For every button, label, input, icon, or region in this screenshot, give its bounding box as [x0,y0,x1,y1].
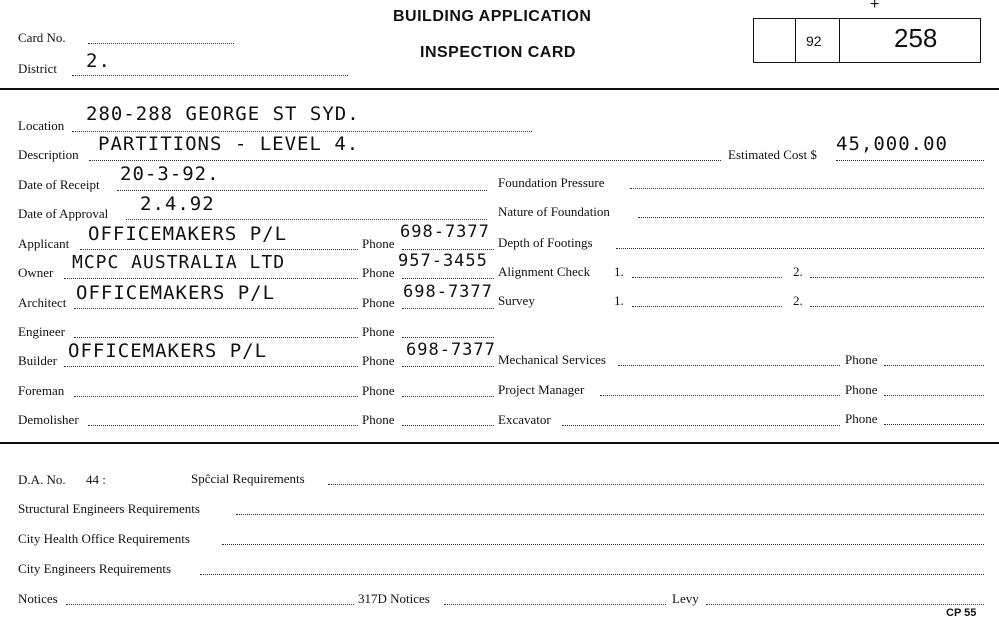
survey-label: Survey [498,293,535,308]
applicant-phone-label: Phone [362,236,395,251]
project-manager-field[interactable] [600,395,840,396]
builder-phone-label: Phone [362,353,395,368]
excavator-label: Excavator [498,412,551,427]
applicant-phone-value: 698-7377 [400,222,490,242]
owner-phone-label: Phone [362,265,395,280]
foreman-field[interactable] [74,396,358,397]
date-approval-field[interactable] [126,219,487,220]
levy-field[interactable] [706,604,984,605]
estimated-cost-label: Estimated Cost $ [728,147,817,162]
engineer-phone-label: Phone [362,324,395,339]
mechanical-phone-field[interactable] [884,365,984,366]
architect-value: OFFICEMAKERS P/L [76,282,276,304]
foreman-phone-field[interactable] [402,396,494,397]
form-code: CP 55 [946,607,977,619]
demolisher-field[interactable] [88,425,358,426]
da-no-value: 44 : [86,472,106,487]
depth-footings-field[interactable] [616,248,984,249]
foundation-pressure-label: Foundation Pressure [498,175,605,190]
project-manager-phone-field[interactable] [884,395,984,396]
owner-field[interactable] [64,278,358,279]
structural-requirements-label: Structural Engineers Requirements [18,501,200,516]
excavator-phone-label: Phone [845,411,878,426]
special-requirements-field[interactable] [328,484,984,485]
architect-phone-value: 698-7377 [403,282,493,302]
survey-field-1[interactable] [632,306,782,307]
form-title-line2: INSPECTION CARD [420,44,576,61]
district-label: District [18,61,57,76]
project-manager-label: Project Manager [498,382,585,397]
survey-num-1: 1. [614,293,624,308]
location-field[interactable] [72,131,532,132]
alignment-num-2: 2. [793,264,803,279]
box-prefix: 92 [806,33,822,49]
owner-value: MCPC AUSTRALIA LTD [72,252,286,273]
builder-phone-value: 698-7377 [406,340,496,360]
engineer-phone-field[interactable] [402,337,494,338]
health-requirements-label: City Health Office Requirements [18,531,190,546]
location-label: Location [18,118,65,133]
engineer-label: Engineer [18,324,65,339]
estimated-cost-value: 45,000.00 [836,133,948,155]
owner-phone-field[interactable] [402,278,494,279]
box-number: 258 [894,23,938,53]
card-number-box [753,18,981,63]
demolisher-phone-label: Phone [362,412,395,427]
engineers-requirements-label: City Engineers Requirements [18,561,172,576]
mechanical-phone-label: Phone [845,352,878,367]
demolisher-label: Demolisher [18,412,79,427]
builder-phone-field[interactable] [402,366,494,367]
builder-field[interactable] [64,366,358,367]
description-label: Description [18,147,79,162]
owner-phone-value: 957-3455 [398,251,488,271]
date-receipt-label: Date of Receipt [18,177,100,192]
date-approval-label: Date of Approval [18,206,109,221]
notices-field[interactable] [66,604,354,605]
levy-label: Levy [672,591,699,606]
district-field[interactable] [72,75,348,76]
mechanical-label: Mechanical Services [498,352,606,367]
district-value: 2. [86,50,111,72]
project-manager-phone-label: Phone [845,382,878,397]
special-requirements-label: Spĉcial Requirements [191,471,305,486]
description-field[interactable] [89,160,721,161]
alignment-num-1: 1. [614,264,624,279]
foreman-label: Foreman [18,383,65,398]
health-requirements-field[interactable] [222,544,984,545]
form-title-line1: BUILDING APPLICATION [393,8,592,25]
mechanical-field[interactable] [618,365,840,366]
header-rule [0,88,999,90]
alignment-check-field-1[interactable] [632,277,782,278]
engineers-requirements-field[interactable] [200,574,984,575]
box-mark: + [870,0,880,13]
description-value: PARTITIONS - LEVEL 4. [98,133,360,155]
applicant-field[interactable] [80,249,358,250]
nature-foundation-label: Nature of Foundation [498,204,610,219]
applicant-label: Applicant [18,236,70,251]
details-rule [0,442,999,444]
foreman-phone-label: Phone [362,383,395,398]
demolisher-phone-field[interactable] [402,425,494,426]
nature-foundation-field[interactable] [638,217,984,218]
architect-phone-field[interactable] [402,308,494,309]
estimated-cost-field[interactable] [836,160,984,161]
owner-label: Owner [18,265,54,280]
card-no-label: Card No. [18,30,66,45]
location-value: 280-288 GEORGE ST SYD. [86,103,360,125]
alignment-check-label: Alignment Check [498,264,591,279]
survey-num-2: 2. [793,293,803,308]
date-receipt-field[interactable] [117,190,487,191]
engineer-field[interactable] [74,337,358,338]
applicant-phone-field[interactable] [402,249,494,250]
notices-label: Notices [18,591,58,606]
excavator-field[interactable] [562,425,840,426]
survey-field-2[interactable] [810,306,984,307]
card-no-field[interactable] [88,43,234,44]
excavator-phone-field[interactable] [884,424,984,425]
notices-317d-field[interactable] [444,604,666,605]
architect-field[interactable] [74,308,358,309]
da-no-label: D.A. No. [18,472,66,487]
builder-value: OFFICEMAKERS P/L [68,340,268,362]
box-divider-2 [839,18,840,63]
box-divider-1 [795,18,796,63]
architect-phone-label: Phone [362,295,395,310]
alignment-check-field-2[interactable] [810,277,984,278]
builder-label: Builder [18,353,57,368]
depth-footings-label: Depth of Footings [498,235,593,250]
foundation-pressure-field[interactable] [630,188,984,189]
date-approval-value: 2.4.92 [140,193,215,215]
notices-317d-label: 317D Notices [358,591,430,606]
date-receipt-value: 20-3-92. [120,163,220,185]
applicant-value: OFFICEMAKERS P/L [88,223,288,245]
architect-label: Architect [18,295,67,310]
structural-requirements-field[interactable] [236,514,984,515]
